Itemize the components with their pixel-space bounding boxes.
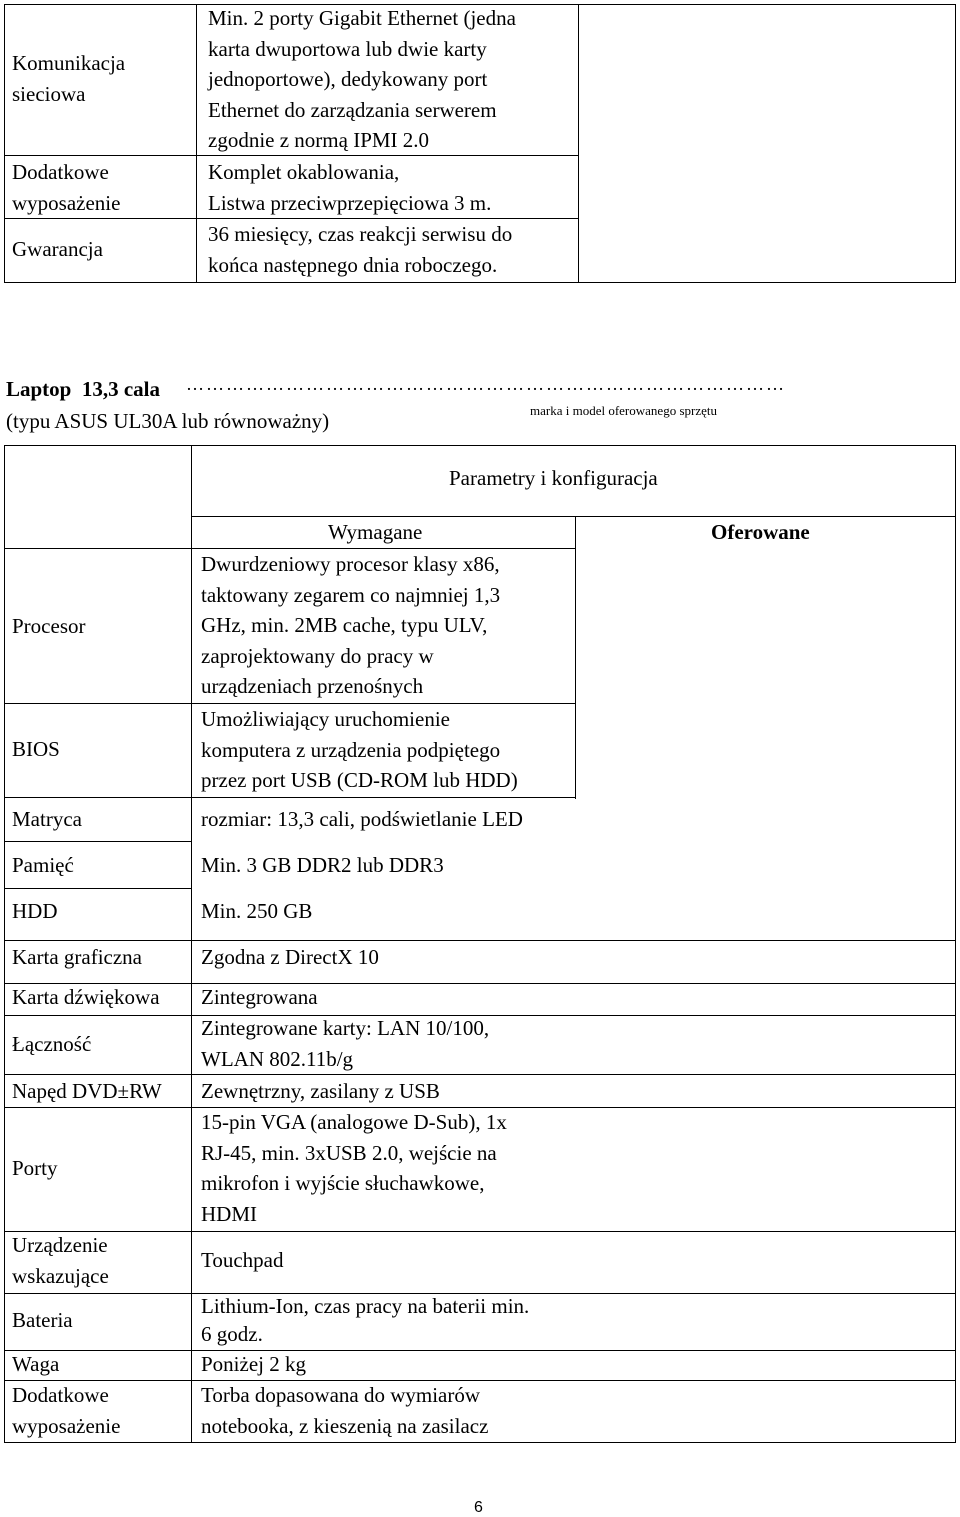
- value-karta-dzwiekowa: Zintegrowana: [201, 985, 318, 1009]
- label-lacznosc: Łączność: [12, 1032, 92, 1056]
- row-value-gwarancja: 36 miesięcy, czas reakcji serwisu do końca następnego dnia roboczego.: [208, 222, 513, 277]
- row-value-komunikacja: Min. 2 porty Gigabit Ethernet (jedna karta dwuportowa lub dwie karty jednoportowe), dedykowany port Ethernet do zarządzania serwerem zgodnie z normą IPMI 2.0: [208, 6, 516, 153]
- column-header-oferowane: Oferowane: [711, 520, 810, 544]
- row-label-komunikacja: Komunikacja sieciowa: [12, 51, 126, 106]
- label-waga: Waga: [12, 1352, 60, 1376]
- value-hdd: Min. 250 GB: [201, 899, 313, 923]
- value-lacznosc: Zintegrowane karty: LAN 10/100, WLAN 802.11b/g: [201, 1016, 490, 1071]
- label-naped-dvd: Napęd DVD±RW: [12, 1079, 162, 1103]
- value-urzadzenie-wskazujace: Touchpad: [201, 1248, 284, 1272]
- label-karta-graficzna: Karta graficzna: [12, 945, 142, 969]
- value-bios: Umożliwiający uruchomienie komputera z urządzenia podpiętego przez port USB (CD-ROM lub HDD): [201, 707, 518, 793]
- row-label-dodatkowe: Dodatkowe wyposażenie: [12, 160, 121, 215]
- brand-model-caption: marka i model oferowanego sprzętu: [530, 403, 717, 418]
- label-bateria: Bateria: [12, 1308, 73, 1332]
- label-urzadzenie-wskazujace: Urządzenie wskazujące: [12, 1233, 109, 1288]
- label-matryca: Matryca: [12, 807, 82, 831]
- laptop-title: Laptop 13,3 cala: [6, 377, 161, 401]
- value-pamiec: Min. 3 GB DDR2 lub DDR3: [201, 853, 444, 877]
- label-porty: Porty: [12, 1156, 58, 1180]
- column-header-wymagane: Wymagane: [328, 520, 423, 544]
- label-bios: BIOS: [12, 737, 60, 761]
- label-hdd: HDD: [12, 899, 58, 923]
- group-header-parametry: Parametry i konfiguracja: [449, 466, 658, 490]
- value-bateria: Lithium-Ion, czas pracy na baterii min. 6 godz.: [201, 1294, 530, 1346]
- label-procesor: Procesor: [12, 614, 86, 638]
- row-label-gwarancja: Gwarancja: [12, 237, 103, 261]
- value-naped-dvd: Zewnętrzny, zasilany z USB: [201, 1079, 440, 1103]
- value-porty: 15-pin VGA (analogowe D-Sub), 1x RJ-45, min. 3xUSB 2.0, wejście na mikrofon i wyjście słuchawkowe, HDMI: [201, 1110, 507, 1226]
- label-dodatkowe-wyposazenie: Dodatkowe wyposażenie: [12, 1383, 121, 1438]
- value-karta-graficzna: Zgodna z DirectX 10: [201, 945, 379, 969]
- label-pamiec: Pamięć: [12, 853, 74, 877]
- page-number: 6: [474, 1499, 483, 1516]
- label-karta-dzwiekowa: Karta dźwiękowa: [12, 985, 160, 1009]
- brand-model-dotted-line: ………………………………………………………………………………: [186, 374, 786, 394]
- value-dodatkowe-wyposazenie: Torba dopasowana do wymiarów notebooka, z kieszenią na zasilacz: [201, 1383, 489, 1438]
- value-matryca: rozmiar: 13,3 cali, podświetlanie LED: [201, 807, 523, 831]
- value-waga: Poniżej 2 kg: [201, 1352, 306, 1376]
- laptop-subtitle: (typu ASUS UL30A lub równoważny): [6, 409, 330, 433]
- value-procesor: Dwurdzeniowy procesor klasy x86, taktowany zegarem co najmniej 1,3 GHz, min. 2MB cache, typu ULV, zaprojektowany do pracy w urządzeniach przenośnych: [201, 552, 501, 699]
- row-value-dodatkowe: Komplet okablowania, Listwa przeciwprzepięciowa 3 m.: [208, 160, 492, 215]
